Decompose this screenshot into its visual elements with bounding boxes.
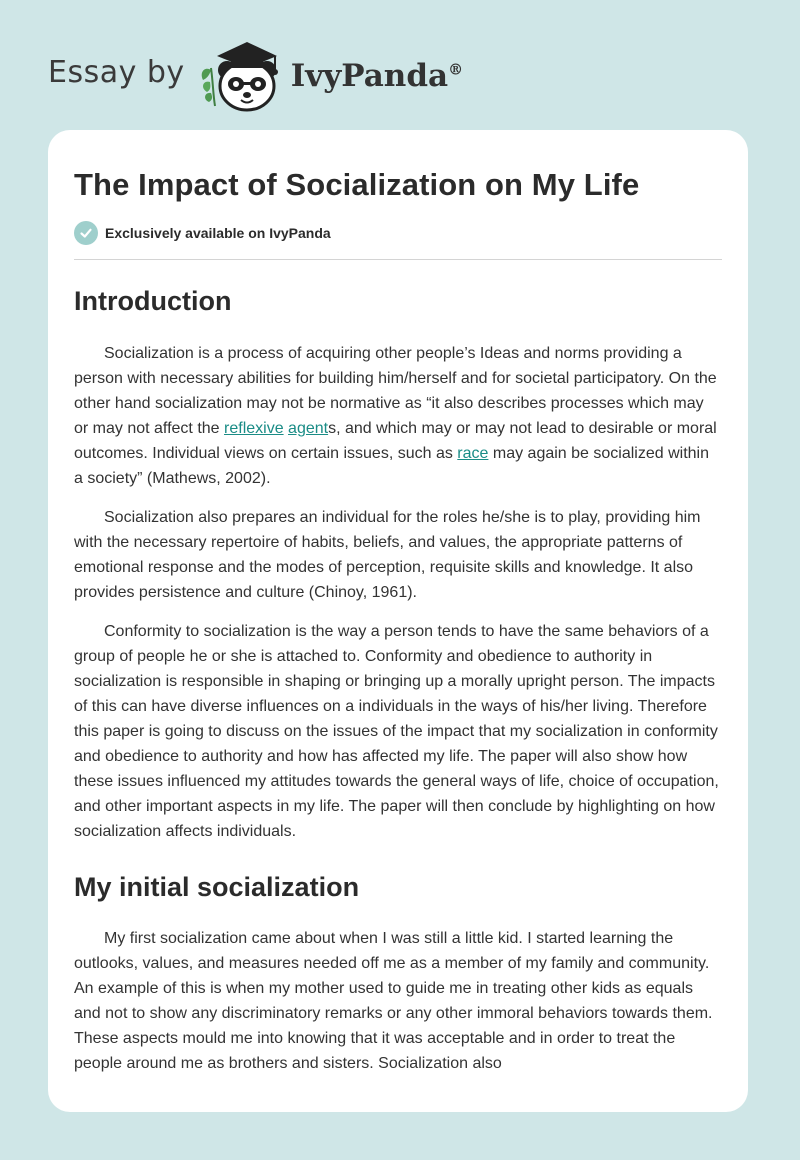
divider [74,259,722,260]
essay-card [48,130,748,1112]
check-icon [74,221,98,245]
section-heading: My initial socialization [74,872,360,902]
link-race[interactable]: race [457,445,489,462]
exclusive-badge [74,221,722,245]
paragraph: My first socialization came about when I was still a little kid. I started learning the outlooks, values, and measures needed off me as a member of my family and community. An example of this is when my mother used to guide me in treating other kids as equals and not to show any discriminatory remarks or any other immoral behaviors towards them. These aspects mould me into knowing that it was acceptable and in order to treat the people around me as brothers and sisters. Socialization also [74,930,713,1072]
section-initial-socialization [74,870,722,1076]
panda-logo-icon[interactable] [197,34,287,114]
section-heading: Introduction [74,286,232,316]
registered-mark: ® [448,60,464,79]
exclusive-label: Exclusively available on IvyPanda [105,225,331,241]
paragraph: Socialization is a process of acquiring other people’s Ideas and norms providing a person with necessary abilities for building him/herself and for societal participatory. On the other hand socialization may not be normative as “it also describes processes which may or may not affect the reflexive agents, and which may or may not lead to desirable or moral outcomes. Individual views on certain issues, such as race may again be socialized within a society” (Mathews, 2002). [74,345,717,487]
paragraph: Socialization also prepares an individual for the roles he/she is to play, providing him with the necessary repertoire of habits, beliefs, and values, the appropriate patterns of emotional response and the modes of perception, requisite skills and knowledge. It also provides persistence and culture (Chinoy, 1961). [74,509,701,601]
essay-title: The Impact of Socialization on My Life [74,167,640,202]
section-introduction [74,284,722,844]
brand-prefix: Essay by [48,54,185,90]
link-reflexive[interactable]: reflexive [224,420,284,437]
link-agent[interactable]: agent [288,420,329,437]
paragraph: Conformity to socialization is the way a person tends to have the same behaviors of a group of people he or she is attached to. Conformity and obedience to authority in socialization is responsible in shaping or bringing up a morally upright person. The impacts of this can have diverse influences on a individuals in the ways of his/her living. Therefore this paper is going to discuss on the issues of the impact that my socialization in conformity and obedience to authority and how has affected my life. The paper will also show how these issues influenced my attitudes towards the general ways of life, choice of occupation, and other important aspects in my life. The paper will then conclude by highlighting on how socialization affects individuals. [74,623,719,840]
brand-name[interactable]: IvyPanda® [290,58,464,94]
brand-header [48,34,463,114]
